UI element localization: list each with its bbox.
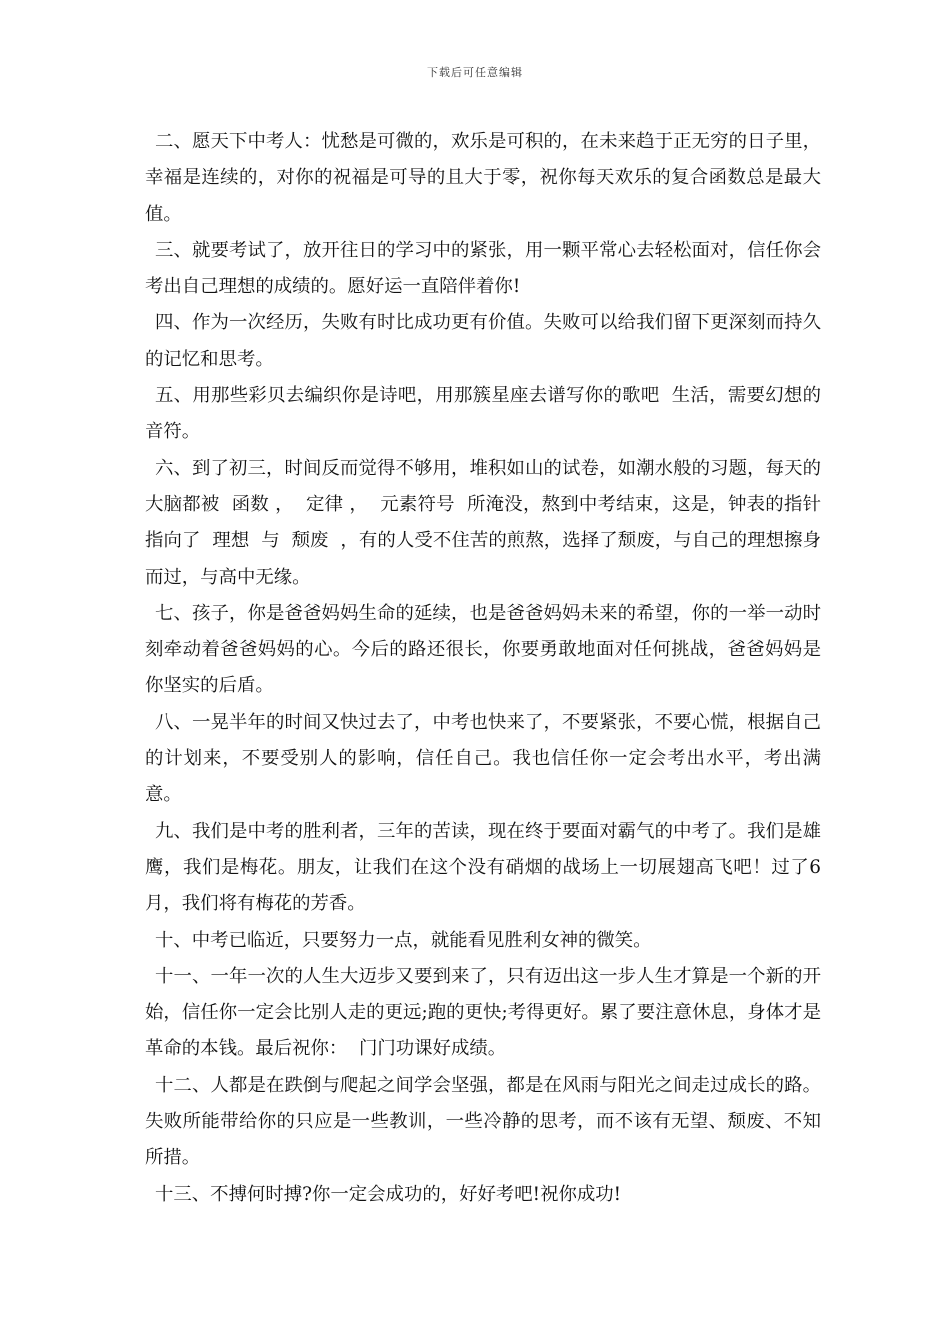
paragraph-10: 十、中考已临近，只要努力一点，就能看见胜利女神的微笑。 xyxy=(155,929,652,951)
paragraph-6: 六、到了初三，时间反而觉得不够用，堆积如山的试卷，如潮水般的习题，每天的大脑都被 函数 ， 定律 ， 元素符号 所淹没，熬到中考结束，这是，钟表的指针指向了 理想 与 颓废 ，有的人受不住苦的煎熬，选择了颓废，与自己的理想擦身而过，与高中无缘。 xyxy=(145,457,821,588)
paragraph-13: 十三、不搏何时搏?你一定会成功的，好好考吧!祝你成功! xyxy=(155,1183,622,1205)
paragraph-5: 五、用那些彩贝去编织你是诗吧，用那簇星座去谱写你的歌吧 生活，需要幻想的音符。 xyxy=(145,385,821,443)
paragraph-2: 二、愿天下中考人：忧愁是可微的，欢乐是可积的，在未来趋于正无穷的日子里，幸福是连续的，对你的祝福是可导的且大于零，祝你每天欢乐的复合函数总是最大值。 xyxy=(145,131,821,225)
page-header: 下载后可任意编辑 xyxy=(427,66,523,79)
document-body xyxy=(145,124,821,1213)
paragraph-4: 四、作为一次经历，失败有时比成功更有价值。失败可以给我们留下更深刻而持久的记忆和思考。 xyxy=(145,312,821,370)
paragraph-11: 十一、一年一次的人生大迈步又要到来了，只有迈出这一步人生才算是一个新的开始，信任你一定会比别人走的更远;跑的更快;考得更好。累了要注意休息，身体才是革命的本钱。最后祝你： 门门功课好成绩。 xyxy=(145,965,821,1060)
paragraph-7: 七、孩子，你是爸爸妈妈生命的延续，也是爸爸妈妈未来的希望，你的一举一动时刻牵动着爸爸妈妈的心。今后的路还很长，你要勇敢地面对任何挑战，爸爸妈妈是你坚实的后盾。 xyxy=(145,602,821,697)
paragraph-12: 十二、人都是在跌倒与爬起之间学会坚强，都是在风雨与阳光之间走过成长的路。失败所能带给你的只应是一些教训，一些冷静的思考，而不该有无望、颓废、不知所措。 xyxy=(145,1074,821,1169)
paragraph-9: 九、我们是中考的胜利者，三年的苦读，现在终于要面对霸气的中考了。我们是雄鹰，我们是梅花。朋友，让我们在这个没有硝烟的战场上一切展翅高飞吧！过了6月，我们将有梅花的芳香。 xyxy=(145,820,821,915)
paragraph-3: 三、就要考试了，放开往日的学习中的紧张，用一颗平常心去轻松面对，信任你会考出自己理想的成绩的。愿好运一直陪伴着你! xyxy=(145,239,821,298)
paragraph-8: 八、一晃半年的时间又快过去了，中考也快来了，不要紧张，不要心慌，根据自己的计划来，不要受别人的影响，信任自己。我也信任你一定会考出水平，考出满意。 xyxy=(145,711,821,806)
